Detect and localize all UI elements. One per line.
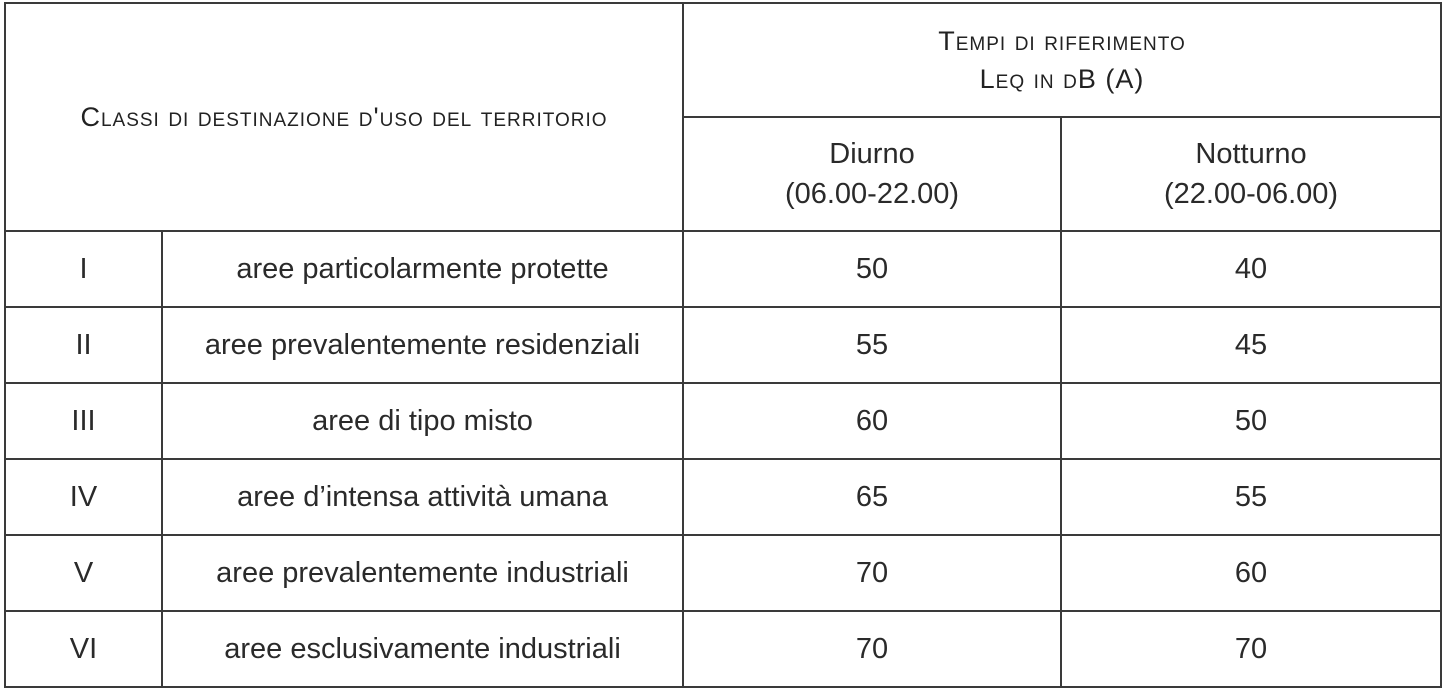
- description-cell: aree prevalentemente residenziali: [162, 307, 683, 383]
- header-day: [683, 117, 1061, 231]
- night-value-cell: 50: [1061, 383, 1441, 459]
- table-row: [5, 459, 1441, 535]
- header-day-label: Diurno: [829, 138, 915, 170]
- header-classes: Classi di destinazione d'uso del territorio: [5, 3, 683, 231]
- class-cell: II: [5, 307, 162, 383]
- header-day-range: (06.00-22.00): [784, 178, 960, 210]
- night-value-cell: 45: [1061, 307, 1441, 383]
- class-cell: IV: [5, 459, 162, 535]
- night-value-cell: 70: [1061, 611, 1441, 687]
- description-cell: aree particolarmente protette: [162, 231, 683, 307]
- class-cell: III: [5, 383, 162, 459]
- description-cell: aree d’intensa attività umana: [162, 459, 683, 535]
- night-value-cell: 60: [1061, 535, 1441, 611]
- day-value-cell: 65: [683, 459, 1061, 535]
- table-row: [5, 611, 1441, 687]
- day-value-cell: 50: [683, 231, 1061, 307]
- table-row: [5, 383, 1441, 459]
- night-value-cell: 40: [1061, 231, 1441, 307]
- class-cell: I: [5, 231, 162, 307]
- header-tempi: [683, 3, 1441, 117]
- table-row: [5, 231, 1441, 307]
- description-cell: aree prevalentemente industriali: [162, 535, 683, 611]
- day-value-cell: 70: [683, 535, 1061, 611]
- class-cell: VI: [5, 611, 162, 687]
- description-cell: aree esclusivamente industriali: [162, 611, 683, 687]
- header-night-label: Notturno: [1195, 138, 1307, 170]
- noise-limits-table: [4, 2, 1442, 688]
- night-value-cell: 55: [1061, 459, 1441, 535]
- header-tempi-line1: Tempi di riferimento: [938, 26, 1186, 56]
- description-cell: aree di tipo misto: [162, 383, 683, 459]
- day-value-cell: 60: [683, 383, 1061, 459]
- table-row: [5, 307, 1441, 383]
- class-cell: V: [5, 535, 162, 611]
- header-night-range: (22.00-06.00): [1163, 178, 1339, 210]
- header-night: [1061, 117, 1441, 231]
- day-value-cell: 55: [683, 307, 1061, 383]
- table-row: [5, 535, 1441, 611]
- day-value-cell: 70: [683, 611, 1061, 687]
- header-tempi-line2: Leq in dB (A): [979, 64, 1145, 94]
